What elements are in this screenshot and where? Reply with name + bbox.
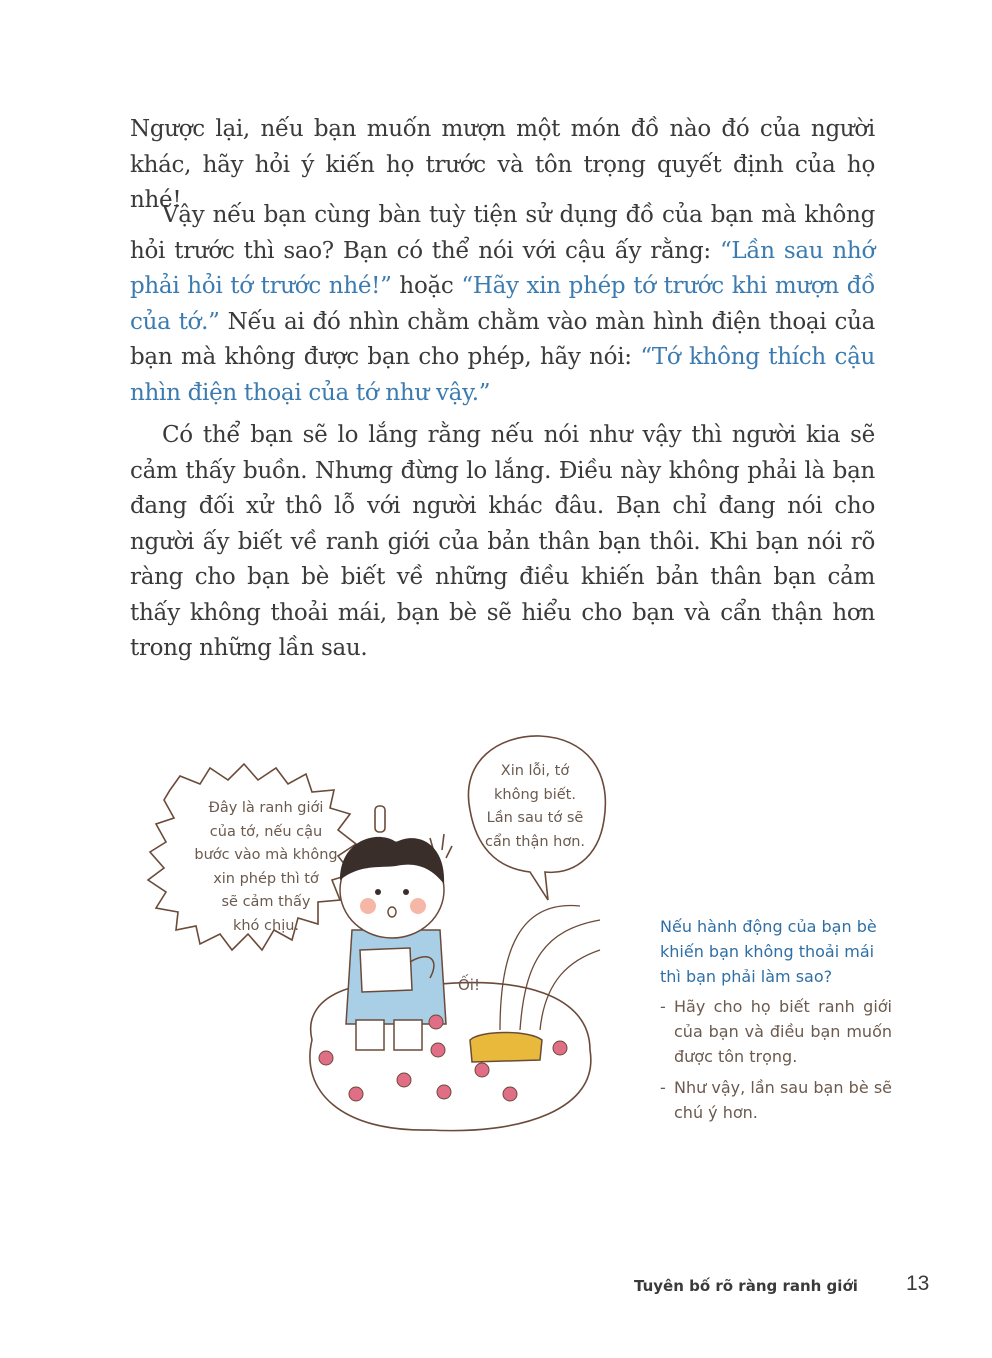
sidebar-item-text: Hãy cho họ biết ranh giới của bạn và điều bạn muốn được tôn trọng.	[674, 997, 892, 1066]
paragraph-1: Ngược lại, nếu bạn muốn mượn một món đồ nào đó của người khác, hãy hỏi ý kiến họ trước và tôn trọng quyết định của họ nhé!	[130, 116, 875, 213]
bubble-left-line: bước vào mà không	[194, 847, 338, 863]
p2-text-a: Vậy nếu bạn cùng bàn tuỳ tiện sử dụng đồ của bạn mà không hỏi trước thì sao? Bạn có thể nói với cậu ấy rằng:	[130, 202, 875, 264]
shoe-object	[470, 1033, 542, 1063]
quote-1: “Lần sau nhớ phải hỏi tớ trước nhé!”	[130, 237, 875, 299]
sidebar-question: Nếu hành động của bạn bè khiến bạn không thoải mái thì bạn phải làm sao?	[660, 917, 877, 986]
quote-3: “Tớ không thích cậu nhìn điện thoại của tớ như vậy.”	[130, 344, 875, 406]
bubble-left-line: sẽ cảm thấy	[221, 894, 311, 910]
bubble-left-text	[168, 797, 364, 938]
quote-2: “Hãy xin phép tớ trước khi mượn đồ của tớ.”	[130, 273, 875, 335]
bubble-right-text	[470, 760, 600, 854]
dash-marker: -	[660, 997, 666, 1016]
p2-text-b: hoặc	[391, 273, 462, 299]
paragraph-3: Có thể bạn sẽ lo lắng rằng nếu nói như vậy thì người kia sẽ cảm thấy buồn. Nhưng đừng lo lắng. Điều này không phải là bạn đang đối xử thô lỗ với người khác đâu. Bạn chỉ đang nói cho người ấy biết về ranh giới của bản thân bạn thôi. Khi bạn nói rõ ràng cho bạn bè biết về những điều khiến bản thân bạn cảm thấy không thoải mái, bạn bè sẽ hiểu cho bạn và cẩn thận hơn trong những lần sau.	[130, 422, 875, 661]
p2-text-c: Nếu ai đó nhìn chằm chằm vào màn hình điện thoại của bạn mà không được bạn cho phép, hãy nói:	[130, 308, 875, 370]
bubble-left-line: của tớ, nếu cậu	[209, 823, 323, 840]
bubble-left-line: Đây là ranh giới	[208, 800, 324, 816]
sidebar-item	[660, 1075, 892, 1125]
dash-marker: -	[660, 1078, 666, 1097]
bubble-right-line: Xin lỗi, tớ	[500, 763, 570, 779]
sidebar-item	[660, 994, 892, 1069]
bubble-left-line: xin phép thì tớ	[213, 870, 319, 887]
bubble-right-line: Lần sau tớ sẽ	[486, 810, 584, 826]
exclamation-text: Ối!	[458, 976, 480, 994]
bubble-left-line: khó chịu.	[232, 917, 300, 934]
page-number: 13	[906, 1272, 930, 1295]
sidebar-item-text: Như vậy, lần sau bạn bè sẽ chú ý hơn.	[674, 1078, 892, 1122]
footer-title: Tuyên bố rõ ràng ranh giới	[634, 1277, 858, 1295]
bubble-right-line: không biết.	[494, 786, 576, 803]
exclamation-icon	[375, 806, 385, 832]
bubble-right-line: cẩn thận hơn.	[484, 833, 586, 850]
sidebar-list	[660, 994, 892, 1131]
motion-lines	[500, 906, 600, 1030]
